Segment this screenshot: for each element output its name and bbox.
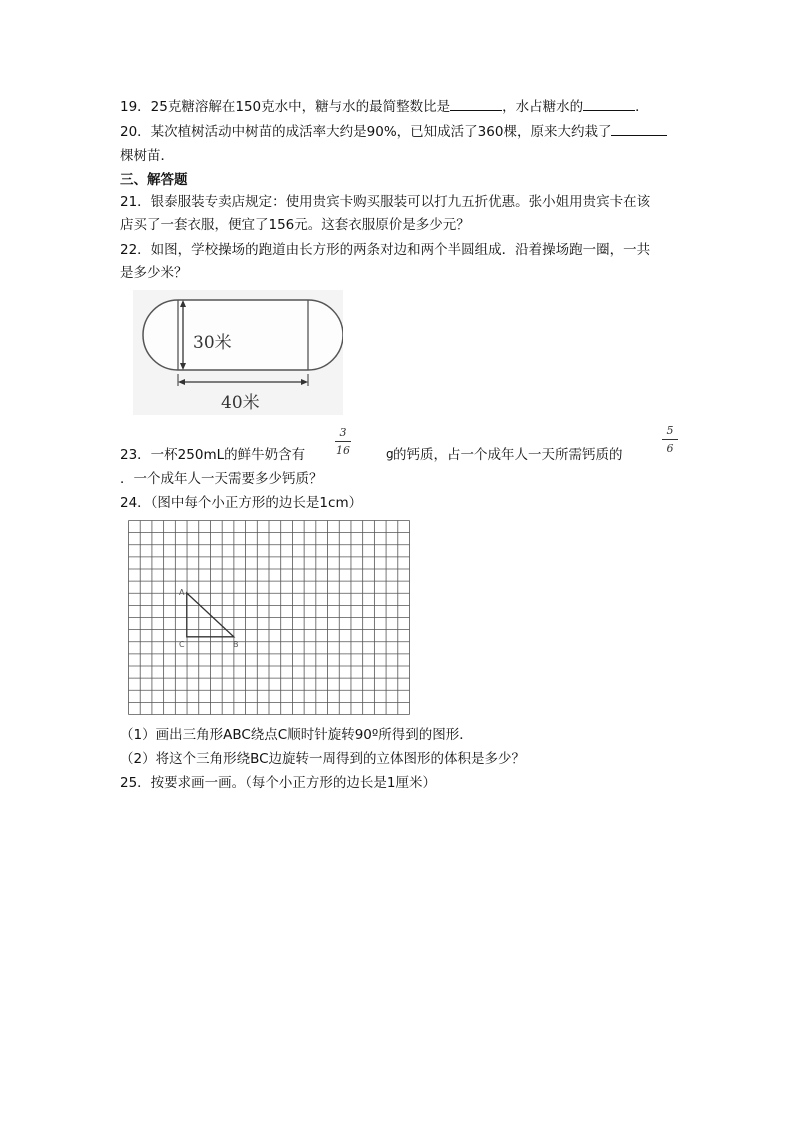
label-b: B (233, 640, 239, 649)
grid-lines (129, 521, 410, 715)
q19-text-2: ，水占糖水的 (502, 99, 584, 115)
question-19 (120, 96, 649, 117)
q23-frac2-numerator: 5 (666, 424, 674, 437)
q19-text-3: ． (635, 99, 649, 115)
height-label: 30米 (193, 333, 232, 353)
q23-text-1: 23．一杯250mL的鲜牛奶含有 (120, 447, 306, 463)
question-25-title: 25．按要求画一画。（每个小正方形的边长是1厘米） (120, 775, 437, 791)
q23-fraction-2 (662, 424, 678, 455)
question-22-line-2: 是多少米？ (120, 265, 188, 281)
q23-text-2: 的钙质，占一个成年人一天所需钙质的 (393, 447, 623, 463)
section-title: 三、解答题 (120, 172, 188, 188)
q19-blank-1 (450, 96, 502, 111)
q23-frac1-numerator: 3 (339, 426, 347, 439)
track-outline (143, 300, 343, 370)
q20-text-1: 20．某次植树活动中树苗的成活率大约是90%，已知成活了360棵，原来大约栽了 (120, 124, 612, 140)
label-c: C (179, 640, 185, 649)
q23-fraction-1 (335, 426, 351, 457)
q24-sub-1: （1）画出三角形ABC绕点C顺时针旋转90º所得到的图形． (120, 727, 473, 743)
track-figure (133, 290, 343, 415)
q23-unit: g (386, 447, 394, 461)
width-label: 40米 (221, 393, 260, 413)
question-20-line-2: 棵树苗． (120, 148, 174, 164)
q20-blank (611, 121, 667, 136)
q23-frac1-denominator: 16 (336, 444, 350, 457)
question-21-line-1: 21．银泰服装专卖店规定：使用贵宾卡购买服装可以打九五折优惠。张小姐用贵宾卡在该 (120, 194, 651, 210)
q19-blank-2 (583, 96, 635, 111)
question-21-line-2: 店买了一套衣服，便宜了156元。这套衣服原价是多少元？ (120, 217, 470, 233)
q23-text-3: ．一个成年人一天需要多少钙质？ (120, 471, 323, 487)
q19-text-1: 19．25克糖溶解在150克水中，糖与水的最简整数比是 (120, 99, 451, 115)
question-22-line-1: 22．如图，学校操场的跑道由长方形的两条对边和两个半圆组成．沿着操场跑一圈，一共 (120, 242, 651, 258)
question-24-title: 24．（图中每个小正方形的边长是1cm） (120, 495, 363, 511)
q23-frac2-denominator: 6 (666, 442, 674, 455)
question-20-line-1 (120, 121, 667, 142)
q24-sub-2: （2）将这个三角形绕BC边旋转一周得到的立体图形的体积是多少？ (120, 751, 526, 767)
label-a: A (179, 588, 185, 597)
square-grid (128, 520, 410, 715)
